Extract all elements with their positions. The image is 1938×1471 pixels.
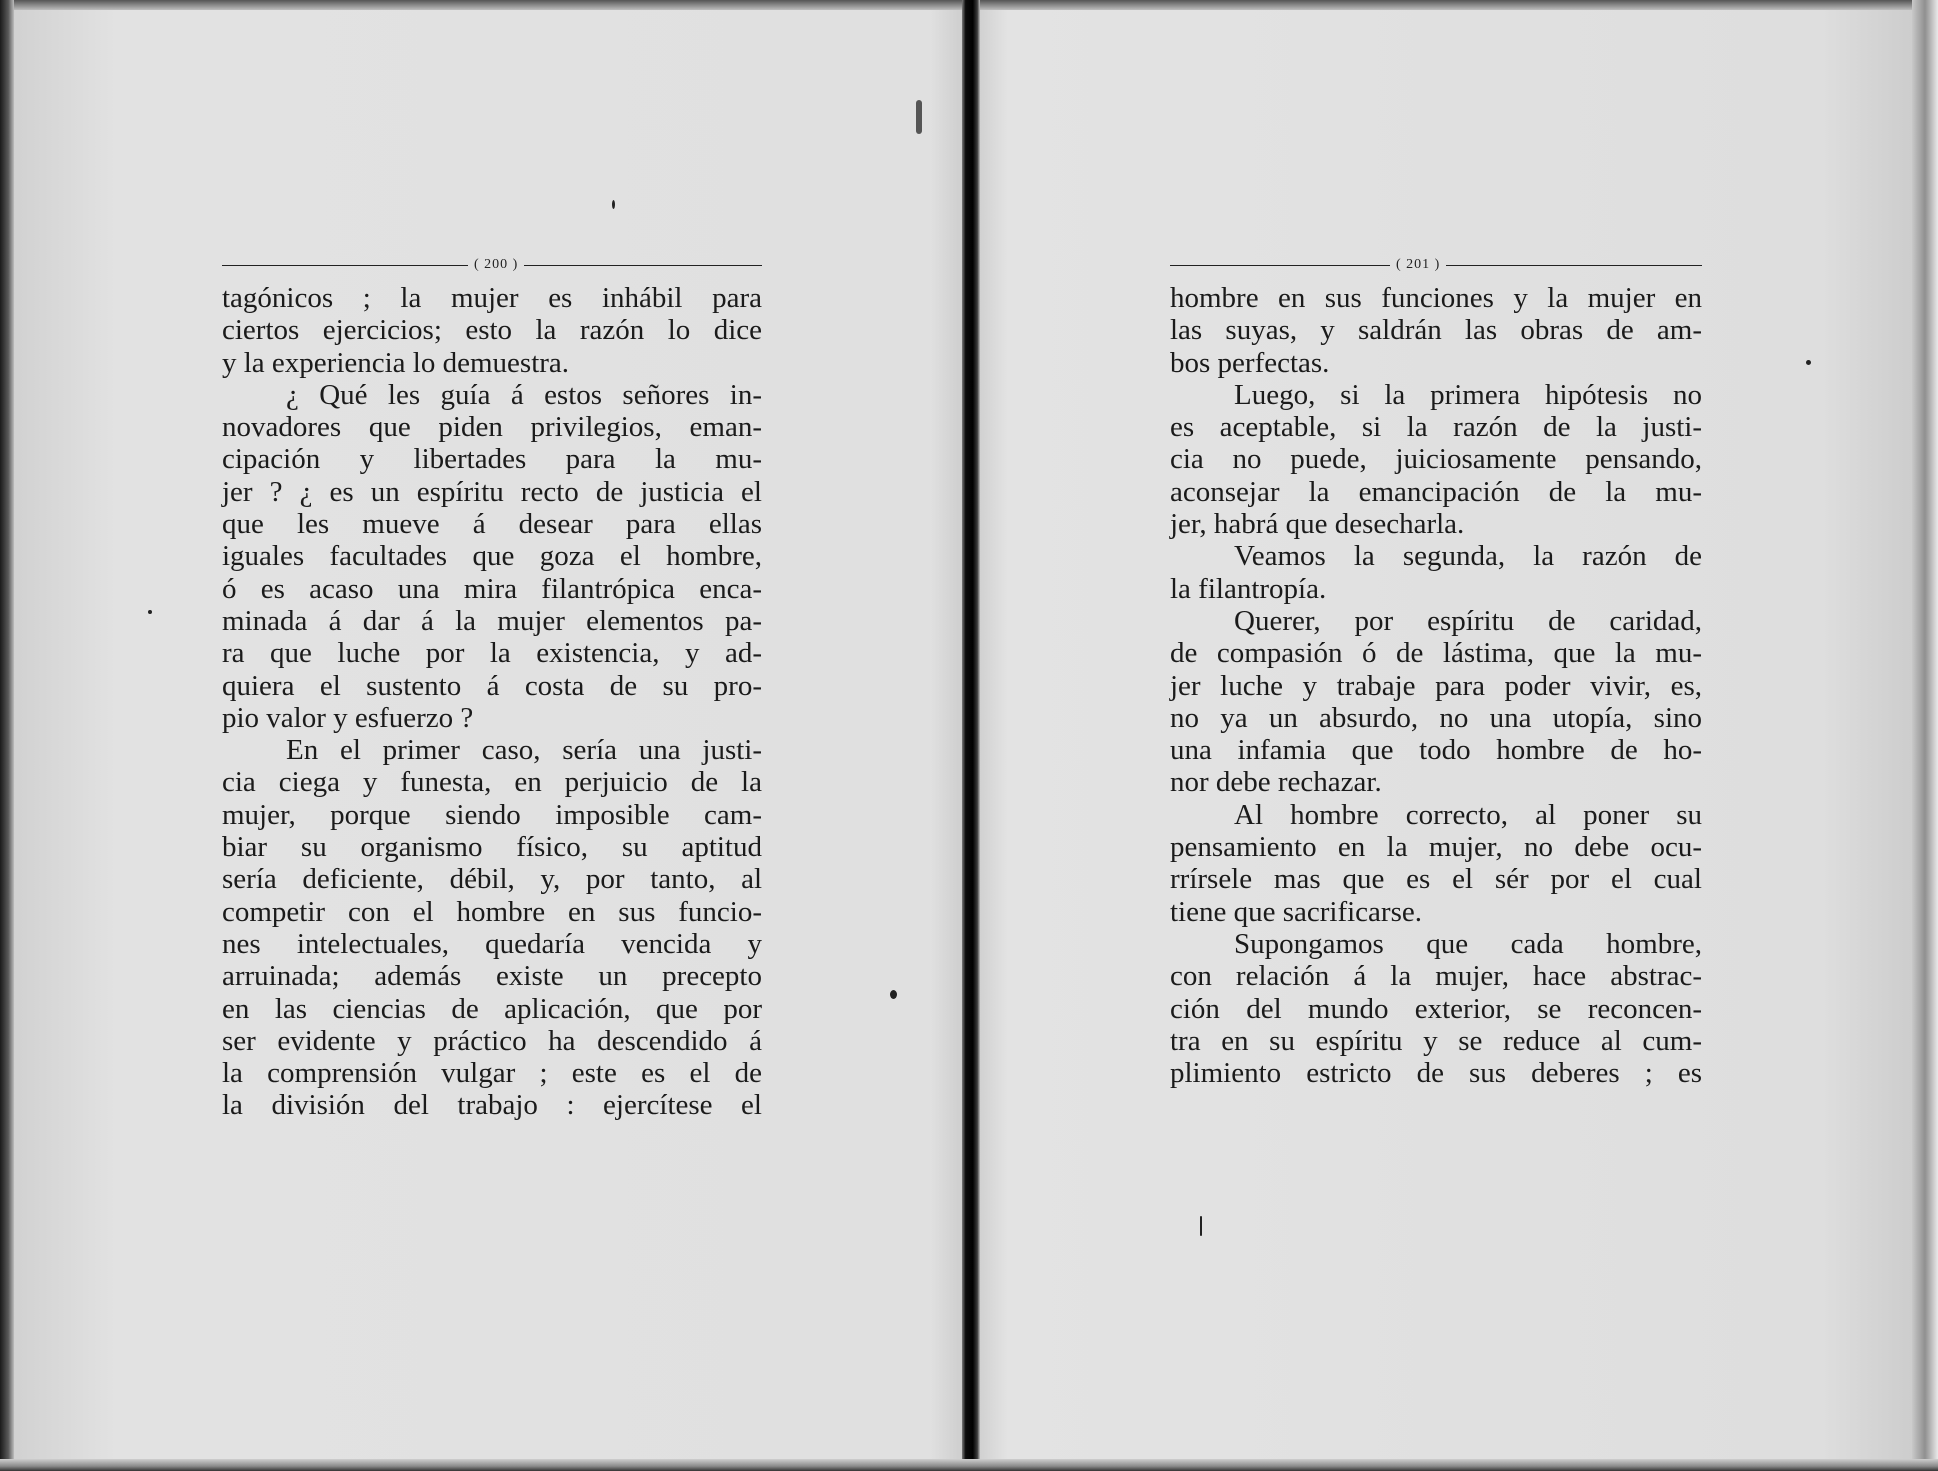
right-page	[1170, 250, 1702, 1089]
page-number: ( 200 )	[474, 257, 519, 272]
right-scan-edge	[1912, 0, 1938, 1471]
text-line: hombre en sus funciones y la mujer en	[1170, 282, 1702, 314]
right-page-header	[1170, 250, 1702, 280]
text-line: jer, habrá que desecharla.	[1170, 508, 1465, 541]
text-line: ó es acaso una mira filantrópica enca-	[222, 572, 762, 605]
text-line: bos perfectas.	[1170, 346, 1330, 379]
text-line: cia no puede, juiciosamente pensando,	[1170, 443, 1702, 476]
text-line: competir con el hombre en sus funcio-	[222, 895, 762, 928]
text-line: en las ciencias de aplicación, que por	[222, 992, 762, 1025]
text-line: jer ? ¿ es un espíritu recto de justicia el	[222, 475, 762, 508]
text-line: ción del mundo exterior, se reconcen-	[1170, 992, 1702, 1025]
text-line: jer luche y trabaje para poder vivir, es,	[1170, 669, 1702, 702]
text-line: rrírsele mas que es el sér por el cual	[1170, 863, 1702, 896]
header-rule	[222, 265, 468, 266]
text-line: Veamos la segunda, la razón de	[1234, 540, 1702, 573]
text-line: Al hombre correcto, al poner su	[1234, 798, 1702, 831]
text-line: tra en su espíritu y se reduce al cum-	[1170, 1024, 1702, 1057]
text-line: ciertos ejercicios; esto la razón lo dice	[222, 314, 762, 347]
text-line: es aceptable, si la razón de la justi-	[1170, 411, 1702, 444]
page-number: ( 201 )	[1396, 257, 1441, 272]
scan-speck	[1200, 1216, 1202, 1236]
text-line: la división del trabajo : ejercítese el	[222, 1089, 762, 1122]
text-line: las suyas, y saldrán las obras de am-	[1170, 314, 1702, 347]
text-line: ser evidente y práctico ha descendido á	[222, 1024, 762, 1057]
scan-speck	[890, 990, 897, 999]
header-rule	[1446, 265, 1702, 266]
text-line: y la experiencia lo demuestra.	[222, 346, 570, 379]
left-page-header	[222, 250, 762, 280]
left-scan-edge	[0, 0, 14, 1471]
header-rule	[524, 265, 762, 266]
text-line: nor debe rechazar.	[1170, 766, 1382, 799]
scan-speck	[1806, 360, 1811, 365]
text-line: aconsejar la emancipación de la mu-	[1170, 475, 1702, 508]
text-line: sería deficiente, débil, y, por tanto, al	[222, 863, 762, 896]
scan-speck	[612, 200, 615, 209]
text-line: una infamia que todo hombre de ho-	[1170, 734, 1702, 767]
text-line: no ya un absurdo, no una utopía, sino	[1170, 701, 1702, 734]
text-line: de compasión ó de lástima, que la mu-	[1170, 637, 1702, 670]
book-gutter	[962, 0, 980, 1471]
text-line: plimiento estricto de sus deberes ; es	[1170, 1057, 1702, 1090]
text-line: tiene que sacrificarse.	[1170, 895, 1422, 928]
text-line: pio valor y esfuerzo ?	[222, 701, 474, 734]
scan-speck	[148, 610, 152, 614]
text-line: Querer, por espíritu de caridad,	[1234, 604, 1702, 637]
text-line: minada á dar á la mujer elementos pa-	[222, 604, 762, 637]
text-line: ¿ Qué les guía á estos señores in-	[286, 378, 762, 411]
text-line: En el primer caso, sería una justi-	[286, 734, 762, 767]
text-line: novadores que piden privilegios, eman-	[222, 411, 762, 444]
scan-speck	[916, 100, 922, 134]
text-line: cipación y libertades para la mu-	[222, 443, 762, 476]
text-line: mujer, porque siendo imposible cam-	[222, 798, 762, 831]
text-line: arruinada; además existe un precepto	[222, 960, 762, 993]
text-line: biar su organismo físico, su aptitud	[222, 831, 762, 864]
text-line: Luego, si la primera hipótesis no	[1234, 378, 1702, 411]
header-rule	[1170, 265, 1390, 266]
text-line: que les mueve á desear para ellas	[222, 508, 762, 541]
text-line: quiera el sustento á costa de su pro-	[222, 669, 762, 702]
text-line: la filantropía.	[1170, 572, 1327, 605]
text-line: cia ciega y funesta, en perjuicio de la	[222, 766, 762, 799]
text-line: Supongamos que cada hombre,	[1234, 927, 1702, 960]
text-line: con relación á la mujer, hace abstrac-	[1170, 960, 1702, 993]
text-line: pensamiento en la mujer, no debe ocu-	[1170, 831, 1702, 864]
text-line: nes intelectuales, quedaría vencida y	[222, 927, 762, 960]
text-line: ra que luche por la existencia, y ad-	[222, 637, 762, 670]
left-page	[222, 250, 762, 1122]
text-line: iguales facultades que goza el hombre,	[222, 540, 762, 573]
text-line: la comprensión vulgar ; este es el de	[222, 1057, 762, 1090]
bottom-scan-edge	[0, 1459, 1938, 1471]
text-line: tagónicos ; la mujer es inhábil para	[222, 282, 762, 314]
